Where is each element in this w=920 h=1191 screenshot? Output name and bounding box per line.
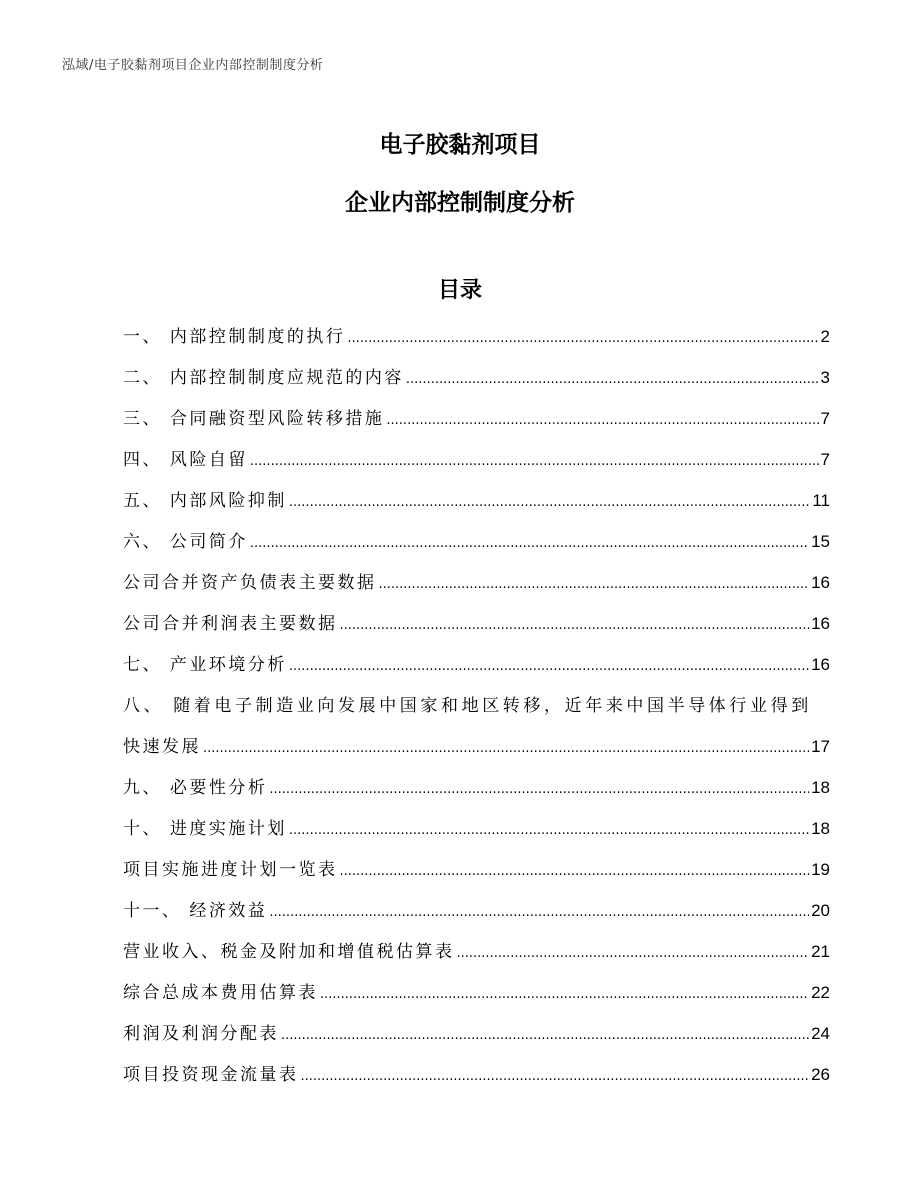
toc-entry-page: 16	[811, 655, 830, 674]
dot-leader	[347, 327, 818, 347]
toc-entry-page: 15	[811, 532, 830, 551]
toc-entry-page: 7	[820, 409, 830, 428]
dot-leader	[301, 1065, 810, 1085]
dot-leader	[250, 450, 819, 470]
toc-entry-page: 18	[811, 819, 830, 838]
toc-entry-page: 17	[811, 737, 830, 756]
toc-entry-page: 20	[811, 901, 830, 920]
dot-leader	[269, 778, 809, 798]
toc-entry-label: 利润及利润分配表	[123, 1024, 279, 1044]
dot-leader	[250, 532, 809, 552]
running-header: 泓域/电子胶黏剂项目企业内部控制制度分析	[62, 58, 324, 73]
toc-entry[interactable]	[123, 445, 830, 486]
toc-entry-label: 项目实施进度计划一览表	[123, 860, 338, 880]
dot-leader	[289, 655, 809, 675]
toc-entry-label: 公司合并资产负债表主要数据	[123, 573, 377, 593]
toc-entry-label: 八、 随着电子制造业向发展中国家和地区转移，近年来中国半导体行业得到	[123, 696, 812, 716]
toc-heading: 目录	[437, 278, 482, 303]
toc-entry-page: 26	[811, 1065, 830, 1084]
toc-entry-page: 24	[811, 1024, 830, 1043]
toc-entry-page: 21	[811, 942, 830, 961]
toc-entry[interactable]	[123, 568, 830, 609]
toc-entry-page: 2	[820, 327, 830, 346]
toc-entry[interactable]	[123, 486, 830, 527]
dot-leader	[340, 860, 810, 880]
toc-entry[interactable]	[123, 650, 830, 691]
toc-entry[interactable]	[123, 363, 830, 404]
toc-entry[interactable]	[123, 814, 830, 855]
toc-entry-label: 四、 风险自留	[123, 450, 248, 470]
toc-entry-label: 三、 合同融资型风险转移措施	[123, 409, 385, 429]
toc-entry[interactable]	[123, 855, 830, 896]
toc-entry[interactable]	[123, 527, 830, 568]
toc-entry-label: 六、 公司简介	[123, 532, 248, 552]
toc-entry-label: 快速发展	[123, 737, 201, 757]
toc-entry-page: 16	[811, 573, 830, 592]
toc-entry-label: 七、 产业环境分析	[123, 655, 287, 675]
document-title: 电子胶黏剂项目	[379, 132, 541, 158]
toc-entry[interactable]	[123, 937, 830, 978]
toc-entry[interactable]	[123, 1019, 830, 1060]
toc-entry-label: 二、 内部控制制度应规范的内容	[123, 368, 404, 388]
dot-leader	[386, 409, 818, 429]
toc-entry-page: 3	[820, 368, 830, 387]
toc-entry-label: 十、 进度实施计划	[123, 819, 287, 839]
dot-leader	[289, 491, 810, 511]
toc-entry[interactable]	[123, 322, 830, 363]
toc-entry-label: 项目投资现金流量表	[123, 1065, 299, 1085]
toc-entry-page: 16	[811, 614, 830, 633]
dot-leader	[406, 368, 819, 388]
toc-entry-label: 五、 内部风险抑制	[123, 491, 287, 511]
dot-leader	[457, 942, 810, 962]
toc-entry[interactable]	[123, 1060, 830, 1101]
toc-entry[interactable]	[123, 732, 830, 773]
toc-entry-line[interactable]	[123, 691, 830, 732]
dot-leader	[340, 614, 810, 634]
document-subtitle: 企业内部控制制度分析	[345, 190, 575, 216]
toc-entry-label: 公司合并利润表主要数据	[123, 614, 338, 634]
toc-entry-page: 18	[811, 778, 830, 797]
toc-entry-label: 九、 必要性分析	[123, 778, 268, 798]
toc-entry[interactable]	[123, 978, 830, 1019]
toc-entry[interactable]	[123, 773, 830, 814]
toc-entry-label: 十一、 经济效益	[123, 901, 268, 921]
toc-entry-label: 营业收入、税金及附加和增值税估算表	[123, 942, 455, 962]
dot-leader	[281, 1024, 809, 1044]
table-of-contents	[123, 322, 830, 1101]
toc-entry-page: 7	[820, 450, 830, 469]
dot-leader	[289, 819, 809, 839]
toc-entry[interactable]	[123, 609, 830, 650]
toc-entry-label: 综合总成本费用估算表	[123, 983, 318, 1003]
dot-leader	[269, 901, 809, 921]
toc-entry-page: 22	[811, 983, 830, 1002]
toc-entry[interactable]	[123, 404, 830, 445]
toc-entry-page: 11	[812, 491, 830, 510]
toc-entry-page: 19	[811, 860, 830, 879]
toc-entry-label: 一、 内部控制制度的执行	[123, 327, 346, 347]
toc-entry[interactable]	[123, 896, 830, 937]
dot-leader	[203, 737, 809, 757]
dot-leader	[379, 573, 810, 593]
dot-leader	[320, 983, 809, 1003]
